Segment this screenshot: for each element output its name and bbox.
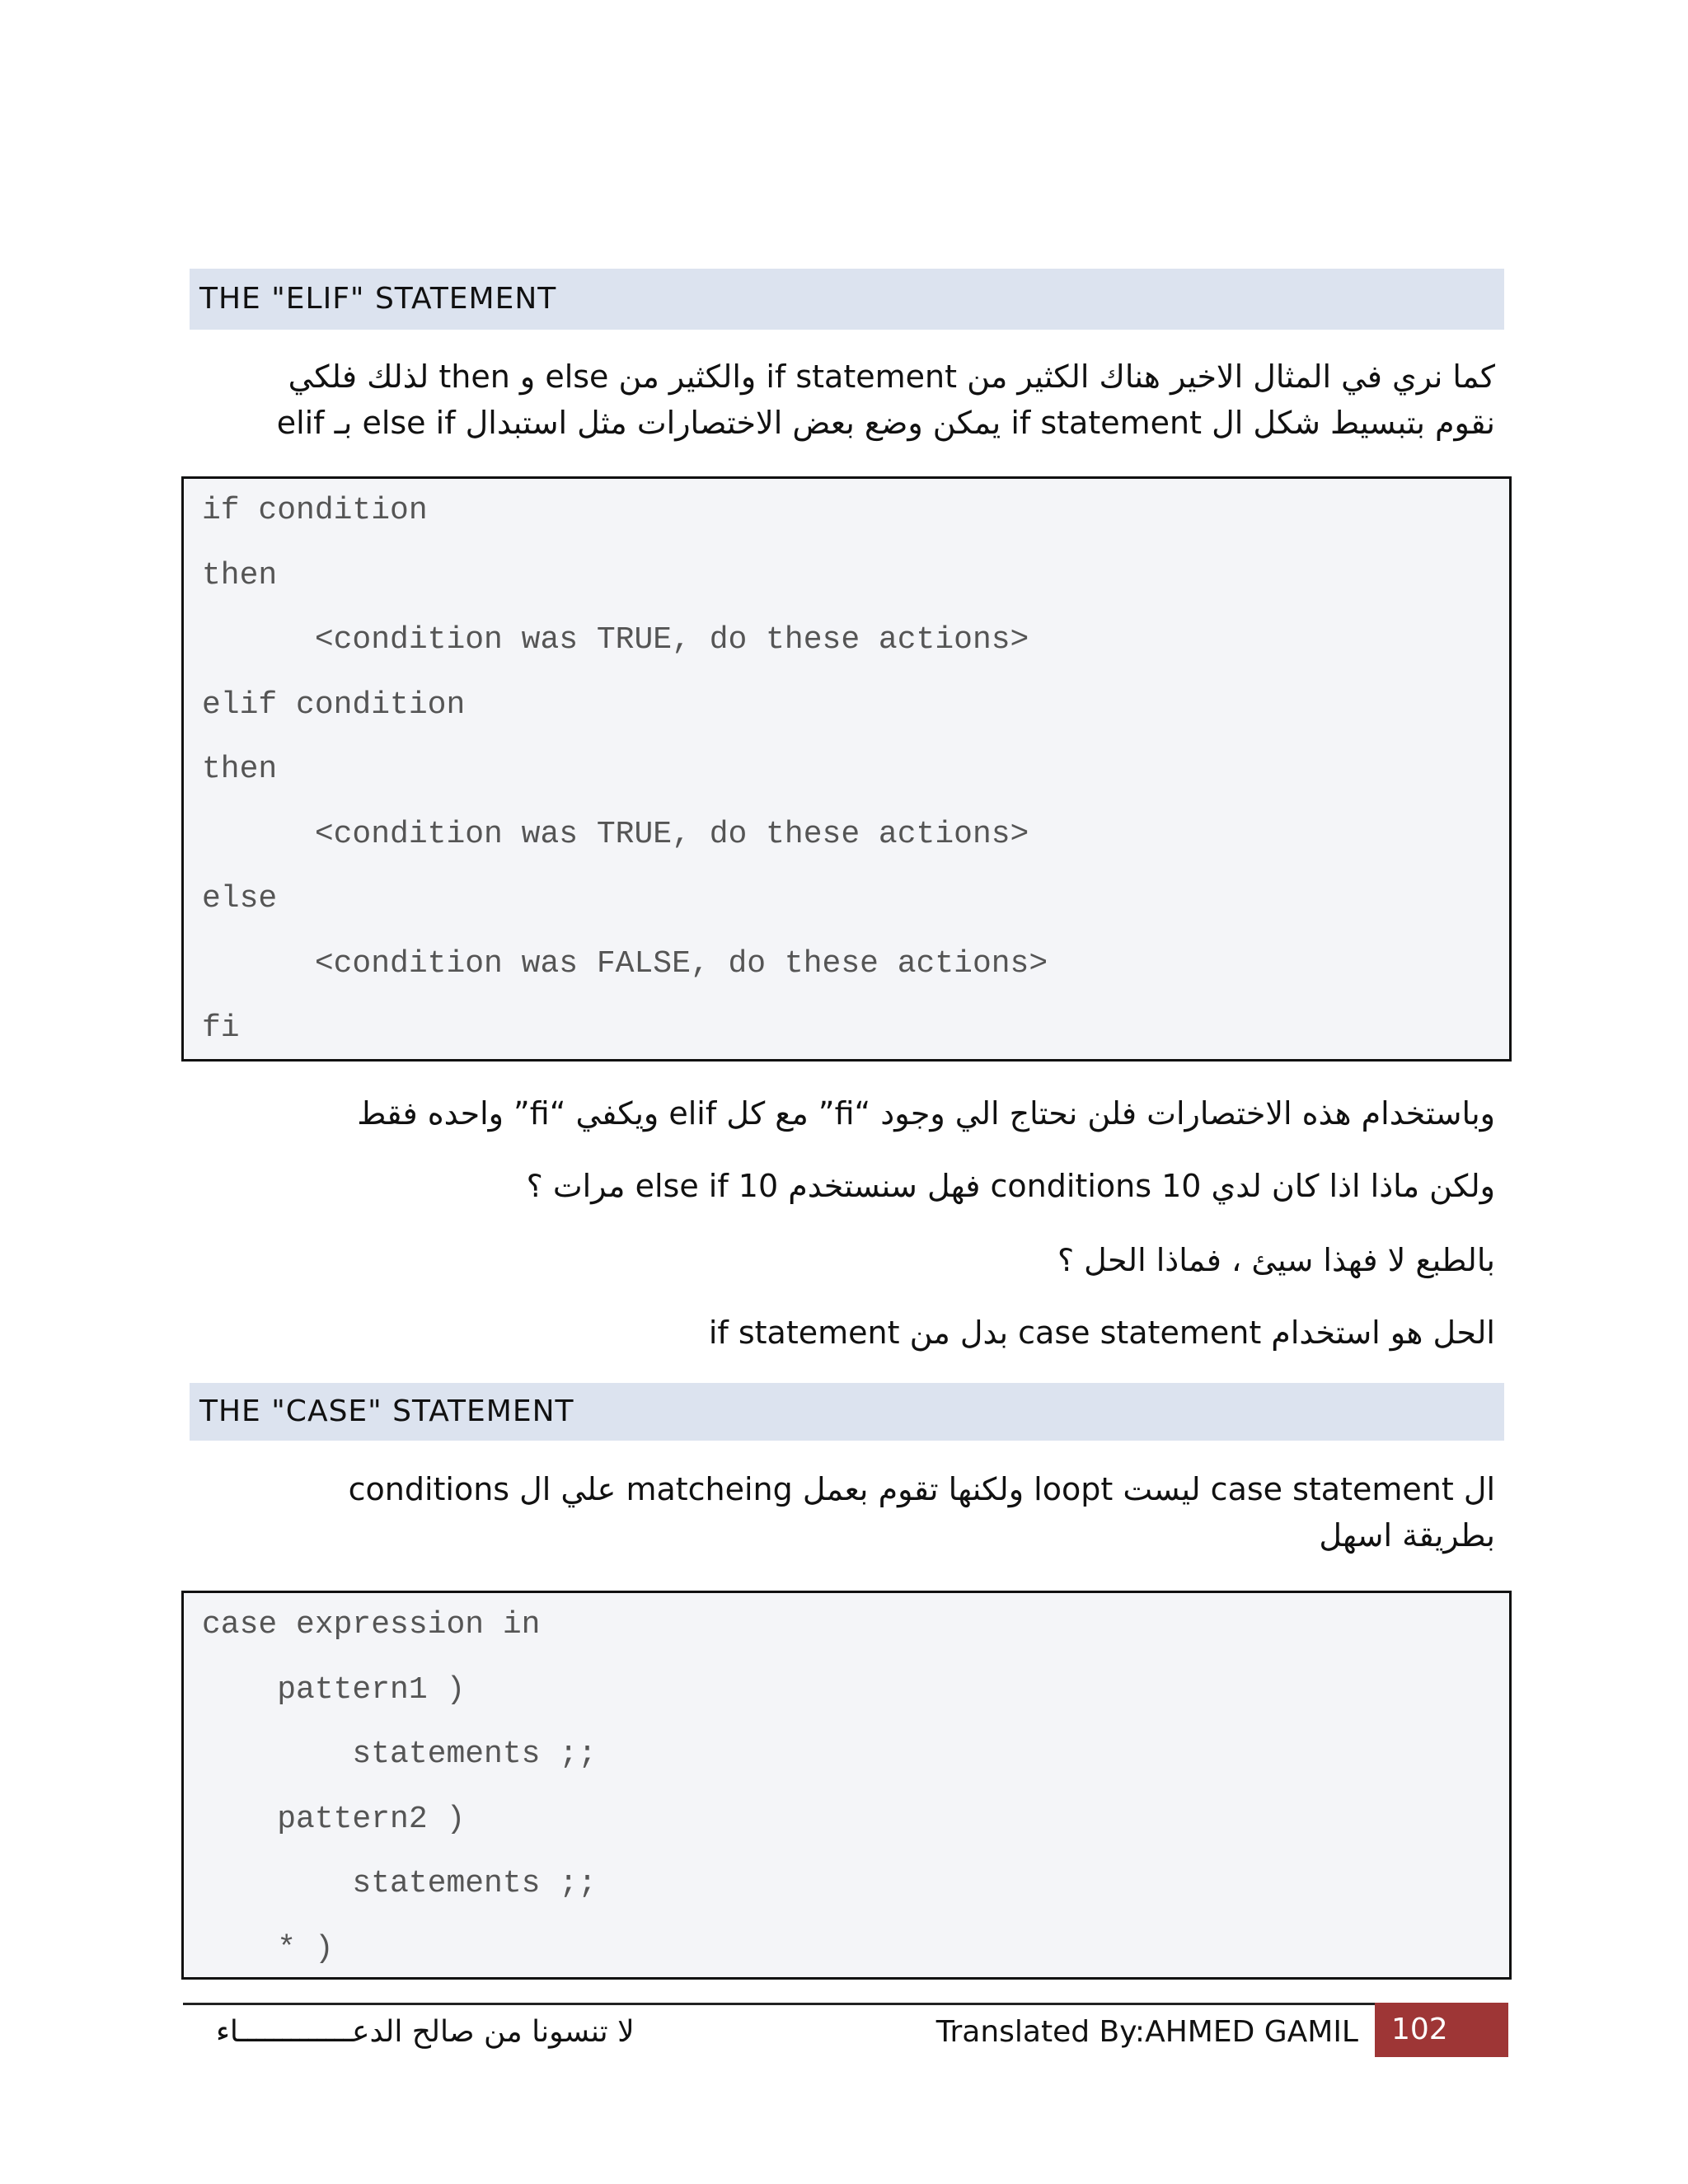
code-line: then <box>202 558 278 593</box>
code-line: case expression in <box>202 1607 541 1643</box>
code-line: pattern2 ) <box>202 1802 466 1837</box>
elif-section-heading: THE "ELIF" STATEMENT <box>190 269 1504 330</box>
code-line: else <box>202 881 278 916</box>
elif-after-line-3: بالطبع لا فهذا سيئ ، فماذا الحل ؟ <box>1057 1242 1495 1278</box>
elif-intro-line-2: نقوم بتبسيط شكل ال if statement يمكن وضع بعض الاختصارات مثل استبدال else if بـ elif <box>276 405 1495 441</box>
code-line: statements ;; <box>202 1736 597 1772</box>
elif-after-line-2: ولكن ماذا اذا كان لدي 10 conditions فهل سنستخدم else if 10 مرات ؟ <box>526 1168 1495 1204</box>
page-number: 102 <box>1375 2003 1508 2057</box>
code-line: <condition was TRUE, do these actions> <box>202 817 1029 852</box>
code-line: elif condition <box>202 687 466 723</box>
elif-after-line-4: الحل هو استخدام case statement بدل من if statement <box>708 1315 1495 1351</box>
footer-divider <box>183 2003 1508 2005</box>
case-intro-line-1: ال case statement ليست loopt ولكنها تقوم بعمل matcheing علي ال conditions <box>348 1471 1495 1507</box>
case-section-heading: THE "CASE" STATEMENT <box>190 1383 1504 1441</box>
elif-intro-line-1: كما نري في المثال الاخير هناك الكثير من if statement والكثير من else و then لذلك فلكي <box>288 359 1495 395</box>
code-line: then <box>202 752 278 787</box>
code-line: statements ;; <box>202 1866 597 1901</box>
code-line: fi <box>202 1010 240 1046</box>
elif-code-block <box>181 476 1512 1062</box>
footer-credit: Translated By:AHMED GAMIL <box>935 2015 1358 2049</box>
code-line: <condition was TRUE, do these actions> <box>202 622 1029 658</box>
code-line: <condition was FALSE, do these actions> <box>202 946 1048 982</box>
elif-after-line-1: وباستخدام هذه الاختصارات فلن نحتاج الي وجود “fi” مع كل elif ويكفي “fi” واحده فقط <box>357 1095 1495 1132</box>
case-intro-line-2: بطريقة اسهل <box>1319 1517 1495 1554</box>
code-line: if condition <box>202 493 428 528</box>
code-line: * ) <box>202 1931 334 1966</box>
footer-dua-text: لا تنسونا من صالح الدعـــــــــــــاء <box>216 2015 635 2049</box>
case-code-block <box>181 1591 1512 1980</box>
code-line: pattern1 ) <box>202 1672 466 1708</box>
